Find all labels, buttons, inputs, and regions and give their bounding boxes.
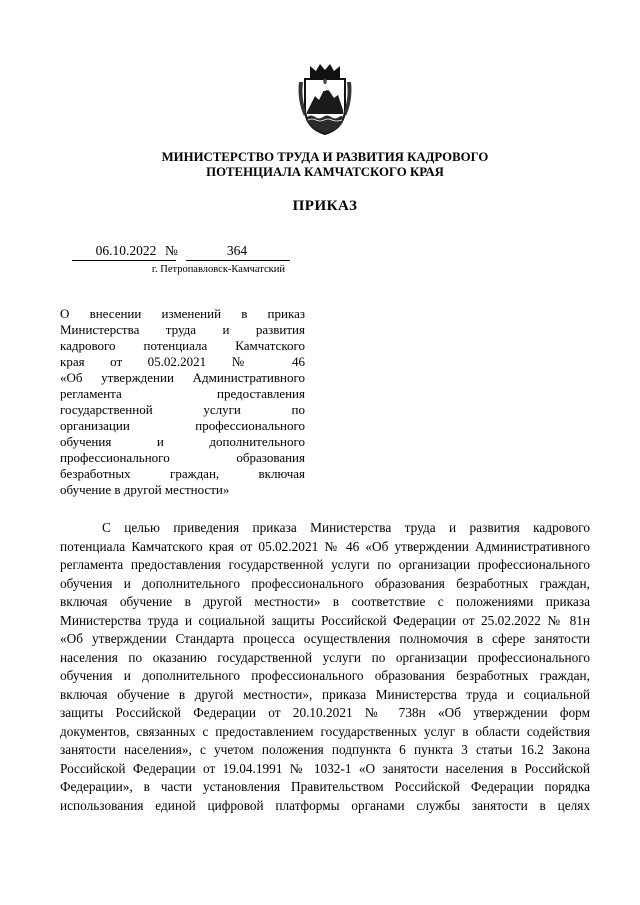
body-line: обучения и дополнительного профессионального образования безработных граждан,	[60, 668, 590, 683]
subject-line: Министерства труда и развития	[60, 322, 305, 337]
order-number: 364	[226, 243, 248, 258]
subject-line: регламента предоставления	[60, 386, 305, 401]
body-line: Российской Федерации от 19.04.1991 № 1032-1 «О занятости населения в Российской	[60, 760, 590, 776]
subject-line: организации профессионального	[60, 418, 305, 433]
subject-line: безработных граждан, включая	[60, 466, 305, 481]
body-line: регламента предоставления государственной услуги по организации профессионального	[60, 557, 590, 572]
subject-line: кадрового потенциала Камчатского	[60, 338, 305, 353]
order-title: ПРИКАЗ	[292, 198, 358, 214]
subject-line: края от 05.02.2021 № 46	[60, 354, 305, 369]
body-line: использования единой цифровой платформы органами службы занятости в целях	[60, 797, 590, 813]
body-line: населения по оказанию государственной услуги по организации профессионального	[60, 649, 590, 665]
ministry-name-line: МИНИСТЕРСТВО ТРУДА И РАЗВИТИЯ КАДРОВОГО	[161, 150, 489, 164]
body-line: защиты Российской Федерации от 20.10.2021 № 738н «Об утверждении форм	[60, 705, 590, 720]
number-sign: №	[165, 243, 178, 258]
city-name: г. Петропавловск-Камчатский	[151, 264, 285, 275]
body-line: потенциала Камчатского края от 05.02.2021 № 46 «Об утверждении Административного	[60, 538, 590, 554]
subject-line: государственной услуги по	[60, 402, 305, 417]
order-subject	[60, 306, 305, 498]
subject-line: О внесении изменений в приказ	[60, 306, 305, 321]
subject-line: «Об утверждении Административного	[60, 370, 305, 385]
subject-line: обучение в другой местности»	[60, 482, 230, 497]
date-underline	[72, 260, 176, 261]
body-line: «Об утверждении Стандарта процесса осуществления полномочия в сфере занятости	[60, 631, 590, 646]
date-number-row	[60, 243, 300, 263]
kamchatka-coat-of-arms-icon	[296, 62, 354, 136]
body-line: включая обучение в другой местности» в соответствие с положениями приказа	[60, 594, 590, 609]
subject-line: профессионального образования	[60, 450, 305, 465]
ministry-name-line: ПОТЕНЦИАЛА КАМЧАТСКОГО КРАЯ	[206, 165, 444, 179]
body-line: документов, связанных с предоставлением государственных услуг в области содействия	[60, 723, 590, 739]
body-line: Федерации», в части установления Правительством Российской Федерации порядка	[60, 779, 590, 794]
subject-line: обучения и дополнительного	[60, 434, 305, 449]
order-date: 06.10.2022	[95, 243, 157, 258]
number-underline	[186, 260, 290, 261]
body-line: С целью приведения приказа Министерства труда и развития кадрового	[102, 520, 590, 535]
order-body-paragraph	[60, 519, 590, 815]
body-line: обучения и дополнительного профессионального образования безработных граждан,	[60, 575, 590, 591]
ministry-name	[60, 150, 590, 180]
body-line: занятости населения», с учетом положения подпункта 6 пункта 3 статьи 16.2 Закона	[60, 742, 590, 757]
body-line: Министерства труда и социальной защиты Российской Федерации от 25.02.2022 № 81н	[60, 612, 590, 628]
body-line: включая обучение в другой местности», приказа Министерства труда и социальной	[60, 686, 590, 702]
